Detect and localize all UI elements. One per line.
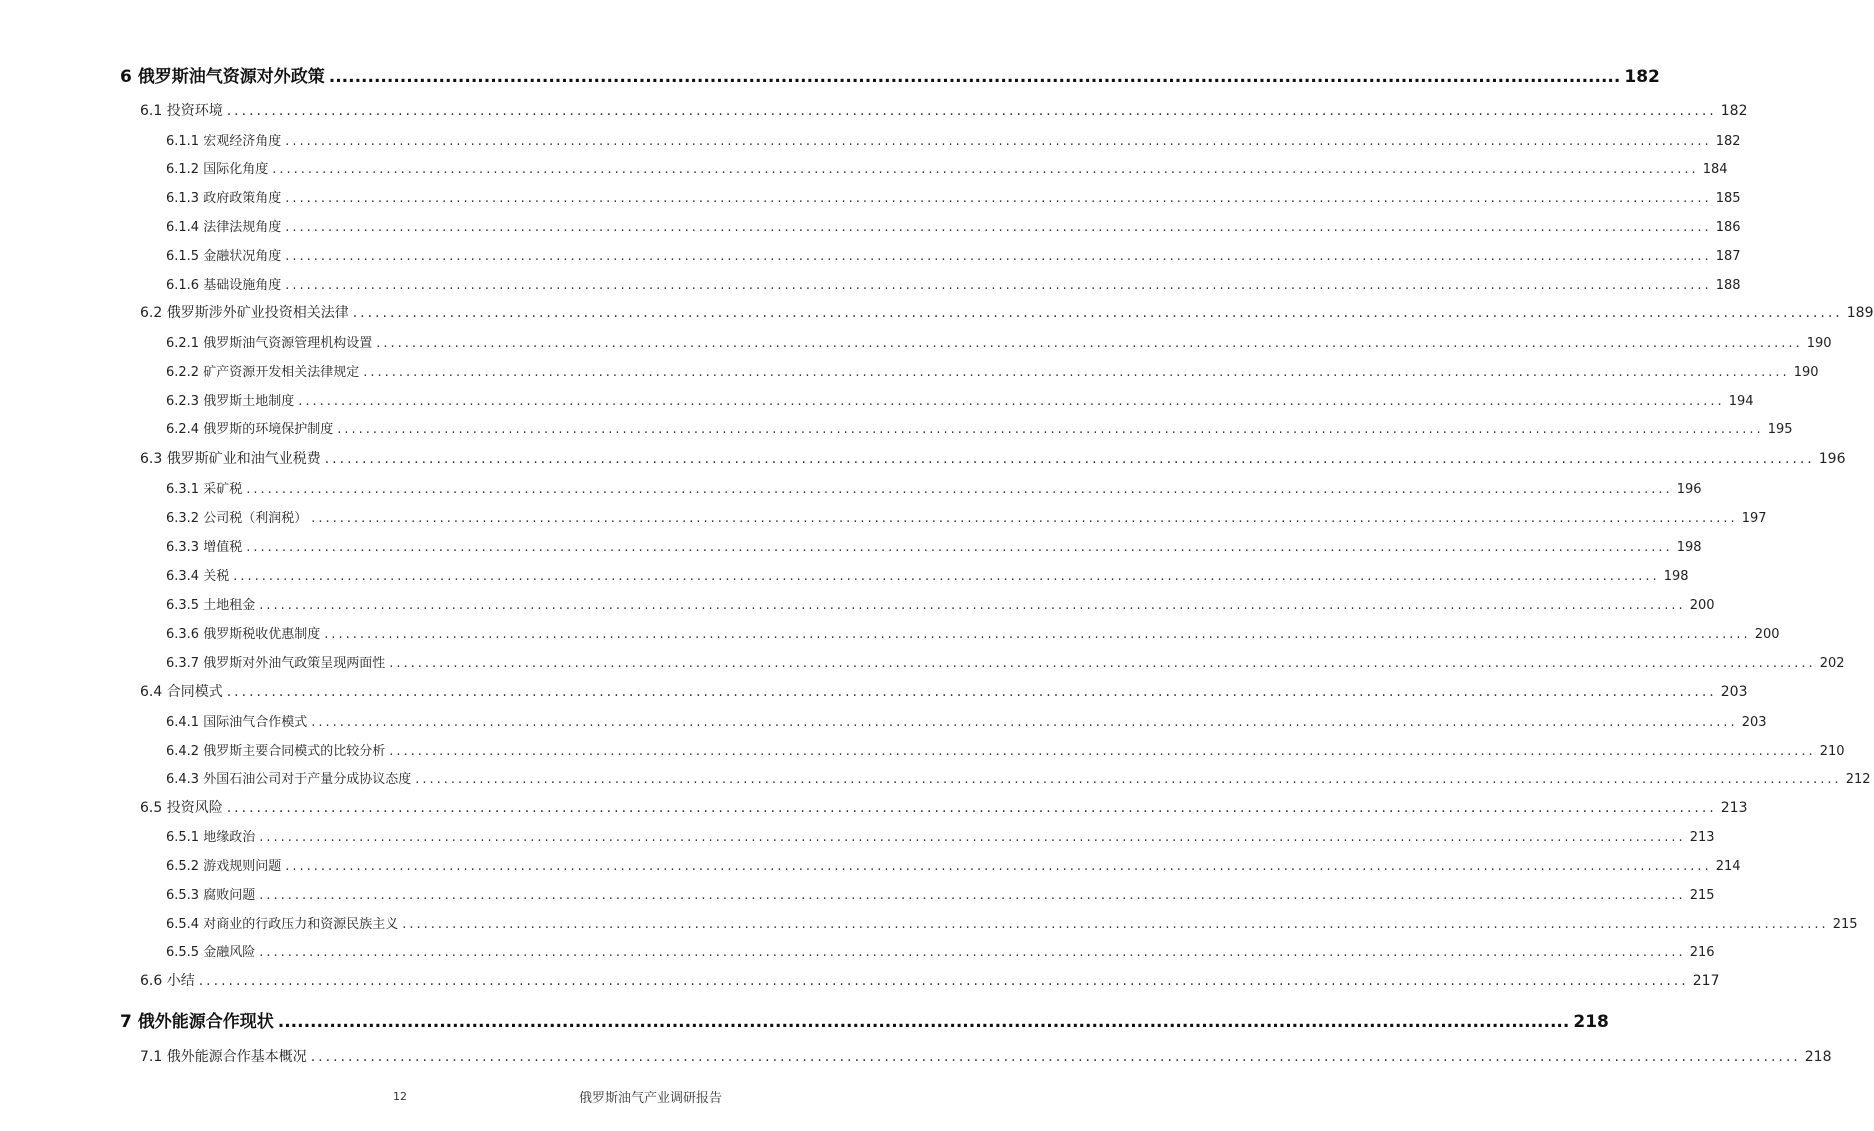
toc-entry-label: 6.3.3 增值税: [166, 540, 243, 555]
toc-chapter-entry[interactable]: [120, 1007, 1609, 1032]
toc-leader-dots: ........................................................................................................................................................................................................: [285, 249, 1712, 264]
toc-entry-page: 214: [1715, 859, 1741, 874]
toc-entry-page: 196: [1818, 451, 1846, 467]
toc-entry-page: 197: [1741, 511, 1767, 526]
toc-entry-label: 6.4.1 国际油气合作模式: [166, 715, 308, 730]
toc-section-entry[interactable]: [140, 681, 1748, 701]
toc-leader-dots: ........................................................................................................................................................................................................: [226, 103, 1717, 119]
toc-entry-page: 215: [1689, 888, 1715, 903]
toc-entry-label: 6.5.4 对商业的行政压力和资源民族主义: [166, 917, 399, 932]
toc-section-entry[interactable]: [140, 1046, 1832, 1066]
toc-leader-dots: ........................................................................................................................................................................................................: [376, 336, 1803, 351]
toc-entry-page: 210: [1819, 744, 1845, 759]
toc-entry-label: 6.1.1 宏观经济角度: [166, 134, 282, 149]
toc-entry-page: 190: [1793, 365, 1819, 380]
toc-entry-label: 6.1.3 政府政策角度: [166, 191, 282, 206]
toc-section-entry[interactable]: [140, 797, 1748, 817]
toc-entry-label: 6.1.5 金融状况角度: [166, 249, 282, 264]
toc-subsection-entry[interactable]: [166, 245, 1741, 264]
toc-subsection-entry[interactable]: [166, 740, 1845, 759]
toc-leader-dots: ........................................................................................................................................................................................................: [285, 220, 1712, 235]
toc-entry-page: 186: [1715, 220, 1741, 235]
toc-entry-label: 6.2 俄罗斯涉外矿业投资相关法律: [140, 305, 349, 321]
toc-leader-dots: ........................................................................................................................................................................................................: [310, 1049, 1801, 1065]
toc-subsection-entry[interactable]: [166, 826, 1715, 845]
toc-leader-dots: ........................................................................................................................................................................................................: [259, 830, 1686, 845]
toc-entry-page: 200: [1754, 627, 1780, 642]
toc-leader-dots: ........................................................................................................................................................................................................: [311, 715, 1738, 730]
toc-entry-page: 217: [1692, 973, 1720, 989]
toc-entry-label: 6.1.6 基础设施角度: [166, 278, 282, 293]
toc-entry-page: 218: [1804, 1049, 1832, 1065]
toc-leader-dots: ........................................................................................................................................................................................................: [198, 973, 1689, 989]
toc-entry-label: 6.5.5 金融风险: [166, 945, 256, 960]
toc-subsection-entry[interactable]: [166, 361, 1819, 380]
toc-entry-label: 6 俄罗斯油气资源对外政策: [120, 67, 325, 87]
toc-entry-label: 6.2.2 矿产资源开发相关法律规定: [166, 365, 360, 380]
toc-entry-page: 216: [1689, 945, 1715, 960]
toc-entry-page: 202: [1819, 656, 1845, 671]
toc-section-entry[interactable]: [140, 100, 1748, 120]
toc-entry-page: 182: [1624, 67, 1660, 87]
toc-entry-label: 7 俄外能源合作现状: [120, 1012, 274, 1032]
toc-leader-dots: ........................................................................................................................................................................................................: [389, 656, 1816, 671]
toc-entry-page: 188: [1715, 278, 1741, 293]
toc-entry-page: 189: [1846, 305, 1874, 321]
toc-entry-page: 196: [1676, 482, 1702, 497]
toc-leader-dots: ........................................................................................................................................................................................................: [226, 684, 1717, 700]
toc-entry-label: 6.3.4 关税: [166, 569, 230, 584]
toc-entry-label: 6.3 俄罗斯矿业和油气业税费: [140, 451, 321, 467]
toc-entry-page: 215: [1832, 917, 1858, 932]
toc-entry-label: 6.5.3 腐败问题: [166, 888, 256, 903]
toc-entry-label: 6.3.1 采矿税: [166, 482, 243, 497]
toc-subsection-entry[interactable]: [166, 652, 1845, 671]
toc-entry-label: 6.3.6 俄罗斯税收优惠制度: [166, 627, 321, 642]
toc-entry-page: 198: [1676, 540, 1702, 555]
toc-leader-dots: ........................................................................................................................................................................................................: [285, 134, 1712, 149]
toc-subsection-entry[interactable]: [166, 187, 1741, 206]
toc-entry-page: 194: [1728, 394, 1754, 409]
toc-entry-label: 6.2.4 俄罗斯的环境保护制度: [166, 422, 334, 437]
toc-subsection-entry[interactable]: [166, 332, 1832, 351]
toc-subsection-entry[interactable]: [166, 418, 1793, 437]
toc-subsection-entry[interactable]: [166, 274, 1741, 293]
toc-section-entry[interactable]: [140, 448, 1846, 468]
toc-leader-dots: ........................................................................................................................................................................................................: [324, 451, 1815, 467]
toc-entry-label: 6.5.2 游戏规则问题: [166, 859, 282, 874]
toc-leader-dots: ........................................................................................................................................................................................................: [277, 1012, 1570, 1032]
toc-subsection-entry[interactable]: [166, 158, 1728, 177]
toc-subsection-entry[interactable]: [166, 855, 1741, 874]
toc-entry-label: 6.1.2 国际化角度: [166, 162, 269, 177]
toc-leader-dots: ........................................................................................................................................................................................................: [285, 859, 1712, 874]
toc-entry-label: 6.2.3 俄罗斯土地制度: [166, 394, 295, 409]
toc-entry-page: 200: [1689, 598, 1715, 613]
toc-leader-dots: ........................................................................................................................................................................................................: [389, 744, 1816, 759]
toc-entry-label: 6.4.2 俄罗斯主要合同模式的比较分析: [166, 744, 386, 759]
toc-subsection-entry[interactable]: [166, 941, 1715, 960]
toc-section-entry[interactable]: [140, 302, 1874, 322]
toc-subsection-entry[interactable]: [166, 216, 1741, 235]
toc-leader-dots: ........................................................................................................................................................................................................: [352, 305, 1843, 321]
toc-leader-dots: ........................................................................................................................................................................................................: [337, 422, 1764, 437]
toc-entry-label: 6.1.4 法律法规角度: [166, 220, 282, 235]
toc-entry-label: 6.2.1 俄罗斯油气资源管理机构设置: [166, 336, 373, 351]
toc-leader-dots: ........................................................................................................................................................................................................: [259, 598, 1686, 613]
toc-leader-dots: ........................................................................................................................................................................................................: [298, 394, 1725, 409]
toc-leader-dots: ........................................................................................................................................................................................................: [285, 191, 1712, 206]
toc-entry-label: 6.4 合同模式: [140, 684, 223, 700]
toc-subsection-entry[interactable]: [166, 913, 1858, 932]
toc-entry-label: 6.3.2 公司税（利润税）: [166, 511, 308, 526]
toc-entry-label: 6.3.7 俄罗斯对外油气政策呈现两面性: [166, 656, 386, 671]
toc-leader-dots: ........................................................................................................................................................................................................: [415, 772, 1842, 787]
toc-leader-dots: ........................................................................................................................................................................................................: [246, 482, 1673, 497]
toc-subsection-entry[interactable]: [166, 478, 1702, 497]
toc-leader-dots: ........................................................................................................................................................................................................: [363, 365, 1790, 380]
toc-subsection-entry[interactable]: [166, 130, 1741, 149]
toc-subsection-entry[interactable]: [166, 768, 1871, 787]
toc-leader-dots: ........................................................................................................................................................................................................: [402, 917, 1829, 932]
toc-entry-label: 6.3.5 土地租金: [166, 598, 256, 613]
toc-entry-page: 184: [1702, 162, 1728, 177]
toc-entry-page: 195: [1767, 422, 1793, 437]
toc-subsection-entry[interactable]: [166, 565, 1689, 584]
toc-subsection-entry[interactable]: [166, 507, 1767, 526]
toc-chapter-entry[interactable]: [120, 62, 1660, 87]
toc-subsection-entry[interactable]: [166, 594, 1715, 613]
toc-entry-page: 213: [1689, 830, 1715, 845]
toc-leader-dots: ........................................................................................................................................................................................................: [259, 945, 1686, 960]
toc-leader-dots: ........................................................................................................................................................................................................: [259, 888, 1686, 903]
toc-leader-dots: ........................................................................................................................................................................................................: [285, 278, 1712, 293]
toc-leader-dots: ........................................................................................................................................................................................................: [324, 627, 1751, 642]
toc-entry-page: 190: [1806, 336, 1832, 351]
toc-entry-page: 182: [1715, 134, 1741, 149]
toc-entry-page: 218: [1573, 1012, 1609, 1032]
toc-entry-page: 213: [1720, 800, 1748, 816]
toc-leader-dots: ........................................................................................................................................................................................................: [328, 67, 1621, 87]
toc-leader-dots: ........................................................................................................................................................................................................: [226, 800, 1717, 816]
toc-subsection-entry[interactable]: [166, 390, 1754, 409]
toc-entry-label: 6.6 小结: [140, 973, 195, 989]
toc-entry-label: 6.5 投资风险: [140, 800, 223, 816]
toc-entry-page: 203: [1720, 684, 1748, 700]
toc-entry-page: 198: [1663, 569, 1689, 584]
toc-leader-dots: ........................................................................................................................................................................................................: [272, 162, 1699, 177]
toc-entry-label: 6.5.1 地缘政治: [166, 830, 256, 845]
toc-entry-label: 7.1 俄外能源合作基本概况: [140, 1049, 307, 1065]
toc-entry-label: 6.4.3 外国石油公司对于产量分成协议态度: [166, 772, 412, 787]
toc-entry-page: 203: [1741, 715, 1767, 730]
toc-leader-dots: ........................................................................................................................................................................................................: [233, 569, 1660, 584]
toc-entry-label: 6.1 投资环境: [140, 103, 223, 119]
toc-leader-dots: ........................................................................................................................................................................................................: [246, 540, 1673, 555]
toc-entry-page: 187: [1715, 249, 1741, 264]
toc-subsection-entry[interactable]: [166, 536, 1702, 555]
toc-subsection-entry[interactable]: [166, 884, 1715, 903]
toc-subsection-entry[interactable]: [166, 711, 1767, 730]
toc-entry-page: 212: [1845, 772, 1871, 787]
page-number: 12: [393, 1090, 407, 1103]
report-title: 俄罗斯油气产业调研报告: [578, 1091, 722, 1106]
toc-subsection-entry[interactable]: [166, 623, 1780, 642]
toc-leader-dots: ........................................................................................................................................................................................................: [311, 511, 1738, 526]
toc-section-entry[interactable]: [140, 970, 1720, 990]
toc-entry-page: 185: [1715, 191, 1741, 206]
toc-entry-page: 182: [1720, 103, 1748, 119]
